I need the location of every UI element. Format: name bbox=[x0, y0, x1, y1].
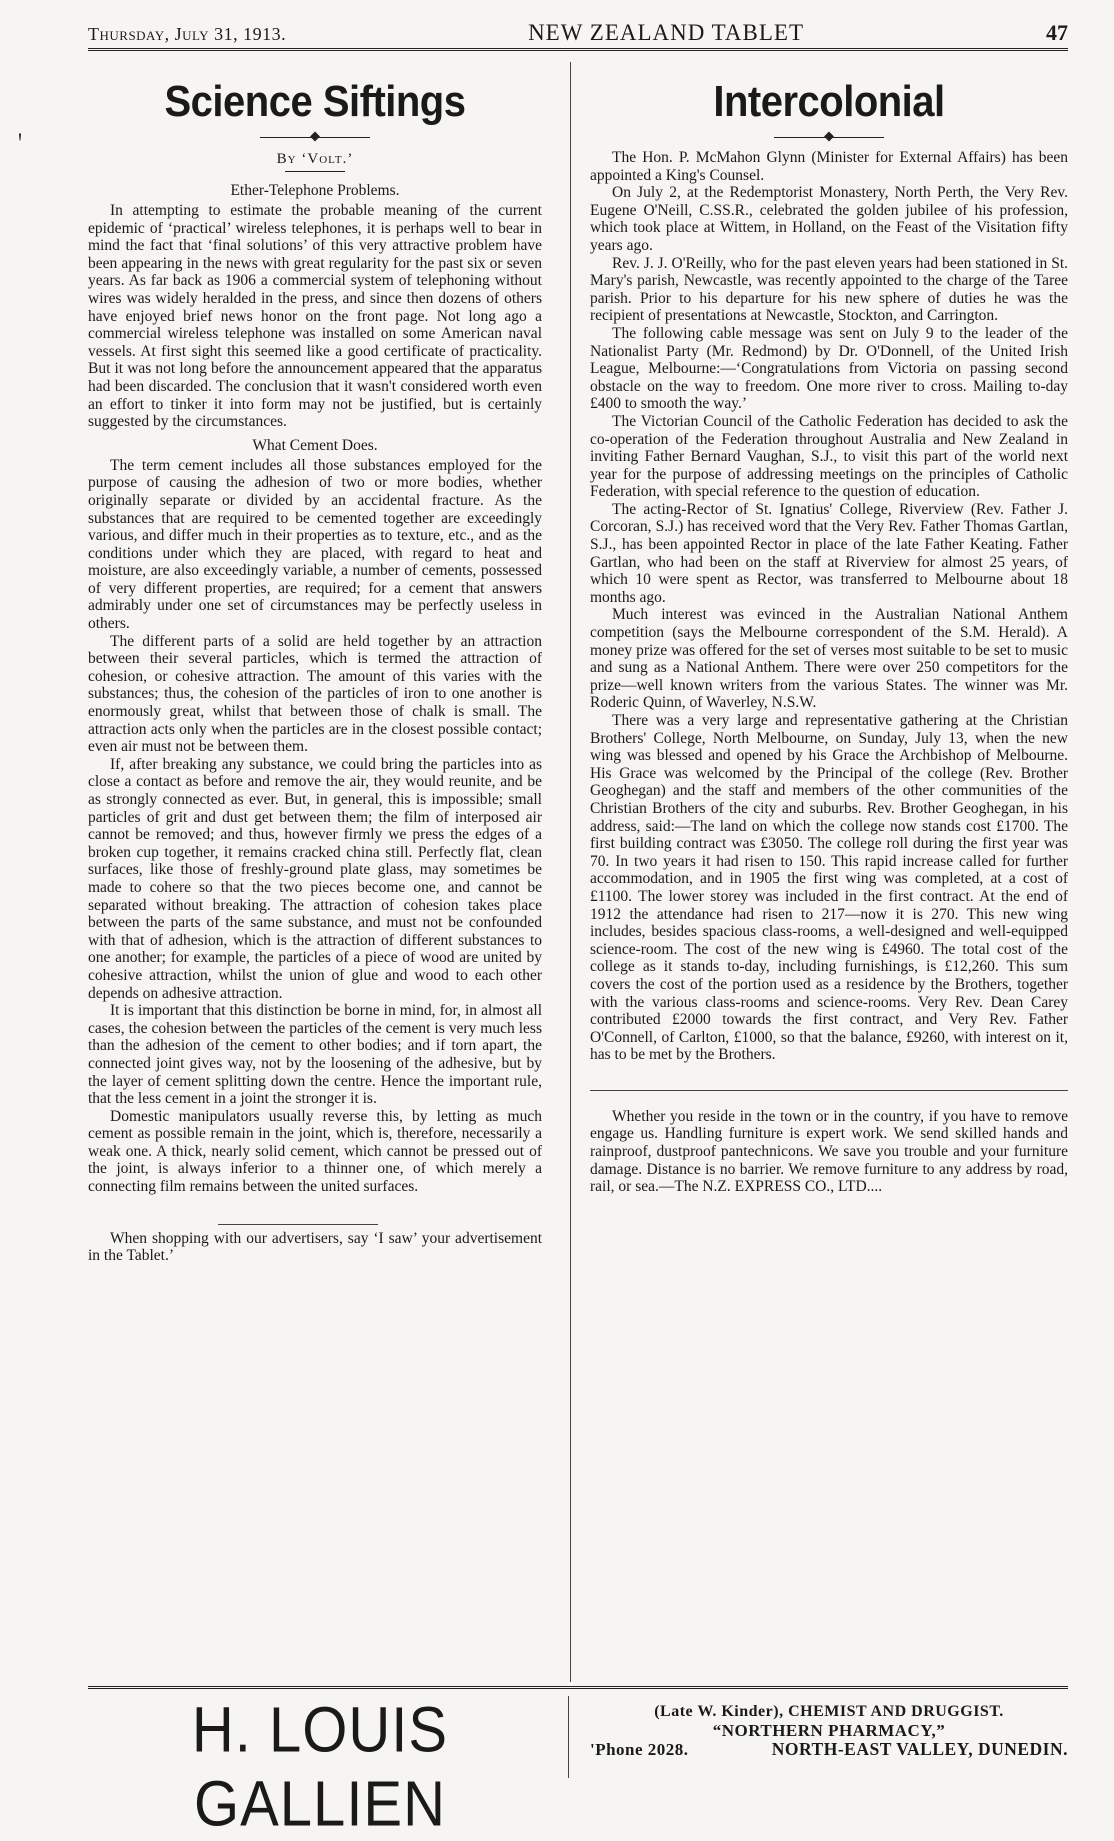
chemist-address: NORTH-EAST VALLEY, DUNEDIN. bbox=[771, 1739, 1068, 1759]
intercolonial-column bbox=[590, 64, 1068, 1196]
section-title-science-siftings: Science Siftings bbox=[164, 78, 466, 126]
news-paragraph: Rev. J. J. O'Reilly, who for the past eleven years had been stationed in St. Mary's parish, Newcastle, was recently appointed to the charge of the Taree parish. Prior to his departure for his new sphere of duties he was the recipient of presentations at Newcastle, Stockton, and Carrington. bbox=[590, 254, 1068, 325]
news-paragraph: There was a very large and representative gathering at the Christian Brothers' College, North Melbourne, on Sunday, July 13, when the new wing was blessed and opened by his Grace the Archbishop of Melbourne. His Grace was welcomed by the Principal of the college (Rev. Brother Geoghegan) and the staff and members of the other communities of the Christian Brothers of the city and suburbs. Rev. Brother Geoghegan, in his address, said:—The land on which the college now stands cost £1700. The first building contract was £3050. The college roll during the first year was 70. In two years it had risen to 150. This rapid increase called for further accommodation, and in 1905 the first wing was completed, at a cost of £1100. The lower storey was included in the first contract. At the end of 1912 the attendance had risen to 217—now it is 270. This new wing includes, besides spacious class-rooms, a well-designed and well-equipped science-room. The cost of the new wing is £4960. The total cost of the college as it stands to-day, including furnishings, is £12,260. This sum covers the cost of the portion used as a residence by the Brothers, together with the various class-rooms and science-rooms. Very Rev. Dean Carey contributed £2000 towards the first contract, and Very Rev. Father O'Connell, of Carlton, £1000, so that the balance, £9260, with interest on it, has to be met by the Brothers. bbox=[590, 712, 1068, 1064]
express-co-advert-text: Whether you reside in the town or in the country, if you have to remove engage us. Handling furniture is expert work. We send skilled hands and rainproof, dustproof pantechnicons. We save you trouble and your furniture damage. Distance is no barrier. We remove furniture to any address by road, rail, or sea.—The N.Z. EXPRESS CO., LTD.... bbox=[590, 1107, 1068, 1196]
issue-date: Thursday, July 31, 1913. bbox=[88, 24, 287, 44]
chemist-phone: 'Phone 2028. bbox=[590, 1740, 689, 1759]
article-heading-ether-telephone: Ether-Telephone Problems. bbox=[230, 182, 400, 199]
margin-mark: ꞌ bbox=[18, 128, 22, 153]
article-paragraph: If, after breaking any substance, we could bring the particles into as close a contact as before and remove the air, they would reunite, and be as strongly connected as ever. But, in general, this is impossible; small particles of grit and dust get between them; the film of interposed air cannot be removed; and thus, however firmly we press the edges of a broken cup together, it remains cracked china still. Perfectly flat, clean surfaces, like those of freshly-ground plate glass, may sometimes be made to cohere so that the two pieces become one, and cannot be separated without breaking. The attraction of cohesion takes place between the parts of the same substance, and must not be confounded with that of adhesion, which is the attraction of different substances to one another; for example, the particles of a piece of wood are united by cohesive attraction, whilst the union of glue and wood to each other depends on adhesive attraction. bbox=[88, 755, 542, 1002]
news-paragraph: On July 2, at the Redemptorist Monastery, North Perth, the Very Rev. Eugene O'Neill, C.SS.R., celebrated the golden jubilee of his profession, which took place at Wittem, in Holland, on the Feast of the Visitation fifty years ago. bbox=[590, 184, 1068, 254]
article-heading-cement: What Cement Does. bbox=[252, 436, 378, 454]
ornament-rule bbox=[260, 131, 370, 145]
footer-divider bbox=[568, 1696, 569, 1778]
news-paragraph: The Victorian Council of the Catholic Federation has decided to ask the co-operation of the Federation throughout Australia and New Zealand in inviting Father Bernard Vaughan, S.J., to visit this part of the world next year for the purpose of addressing meetings on the principles of Catholic Federation, with special reference to the question of education. bbox=[590, 412, 1068, 501]
article-paragraph: It is important that this distinction be borne in mind, for, in almost all cases, the cohesion between the particles of the cement is very much less than the adhesion of the cement to other bodies; and if torn apart, the connected joint gives way, not by the loosening of the adhesive, but by the layer of cement splitting down the centre. Hence the important rule, that the less cement in a joint the stronger it is. bbox=[88, 1002, 542, 1108]
masthead bbox=[88, 18, 1068, 51]
news-paragraph: Much interest was evinced in the Australian National Anthem competition (says the Melbourne correspondent of the S.M. Herald). A money prize was offered for the set of verses most suitable to be set to music and sung as a National Anthem. There were over 250 competitors for the prize—well known writers from the various States. The winner was Mr. Roderic Quinn, of Waverley, N.S.W. bbox=[590, 606, 1068, 712]
article-paragraph: In attempting to estimate the probable meaning of the current epidemic of ‘practical’ wireless telephones, it is perhaps well to bear in mind the fact that ‘final solutions’ of this very attractive problem have been appearing in the news with great regularity for the past six or seven years. As far back as 1906 a commercial system of telephoning without wires was widely heralded in the press, and since then dozens of others have enjoyed brief news honor on the front page. Not long ago a commercial wireless telephone was installed on some American naval vessels. At first sight this seemed like a good certificate of practicality. But it was not long before the announcement appeared that the apparatus had been discarded. The conclusion that it wasn't considered worth even an effort to tinker it into form may not be justified, but is certainly suggested by the circumstances. bbox=[88, 202, 542, 431]
byline: By ‘Volt.’ bbox=[276, 151, 354, 167]
express-co-advert bbox=[590, 1090, 1068, 1196]
page-number: 47 bbox=[1045, 20, 1068, 45]
article-paragraph: The different parts of a solid are held together by an attraction between their several particles, which is termed the attraction of cohesion, or cohesive attraction. The amount of this varies with the substances; thus, the cohesion of the particles of iron to one another is enormously great, whilst that between those of chalk is small. The attraction acts only when the particles are in the closest possible contact; even air must not be between them. bbox=[88, 632, 542, 756]
news-paragraph: The following cable message was sent on July 9 to the leader of the Nationalist Party (Mr. Redmond) by Dr. O'Donnell, of the United Irish League, Melbourne:—‘Congratulations from Victoria on passing second obstacle on the way to freedom. One more river to cross. Mailing to-day £400 to smooth the way.’ bbox=[590, 324, 1068, 413]
chemist-pharmacy-name: “NORTHERN PHARMACY,” bbox=[712, 1721, 946, 1740]
publication-title: NEW ZEALAND TABLET bbox=[528, 20, 804, 45]
news-paragraph: The acting-Rector of St. Ignatius' College, Riverview (Rev. Father J. Corcoran, S.J.) has received word that the Very Rev. Father Thomas Gartlan, S.J., has been appointed Rector in place of the late Father Keating. Father Gartlan, who had been on the staff at Riverview for almost 25 years, of which 10 were spent as Rector, was transferred to Melbourne about 18 months ago. bbox=[590, 500, 1068, 606]
column-divider bbox=[570, 62, 571, 1682]
chemist-contact-line bbox=[590, 1740, 1068, 1759]
byline-rule bbox=[285, 171, 345, 172]
chemist-details bbox=[590, 1702, 1068, 1759]
advertiser-note bbox=[88, 1224, 542, 1265]
article-paragraph: The term cement includes all those substances employed for the purpose of causing the adhesion of two or more bodies, whether originally separate or divided by an accidental fracture. As the substances that are required to be cemented together are exceedingly various, and differ much in their properties as to texture, etc., and as the conditions under which they are placed, with regard to heat and moisture, are also exceedingly variable, a number of cements, possessed of very different properties, are required; for a cement that answers admirably under one set of circumstances may be perfectly useless in others. bbox=[88, 456, 542, 633]
article-paragraph: Domestic manipulators usually reverse this, by letting as much cement as possible remain in the joint, which is, therefore, necessarily a weak one. A thick, nearly solid cement, which cannot be pressed out of the joint, is always inferior to a thinner one, of which merely a connecting film remains between the united surfaces. bbox=[88, 1107, 542, 1196]
advertiser-note-text: When shopping with our advertisers, say ‘I saw’ your advertisement in the Tablet.’ bbox=[88, 1229, 542, 1265]
footer-rule bbox=[88, 1686, 1068, 1692]
news-paragraph: The Hon. P. McMahon Glynn (Minister for External Affairs) has been appointed a King's Counsel. bbox=[590, 149, 1068, 184]
chemist-line-1: (Late W. Kinder), CHEMIST AND DRUGGIST. bbox=[654, 1703, 1004, 1720]
section-title-intercolonial: Intercolonial bbox=[713, 78, 945, 126]
science-siftings-column bbox=[88, 64, 542, 1265]
chemist-name-advert: H. LOUIS GALLIEN bbox=[191, 1694, 449, 1840]
ornament-rule bbox=[774, 131, 884, 145]
